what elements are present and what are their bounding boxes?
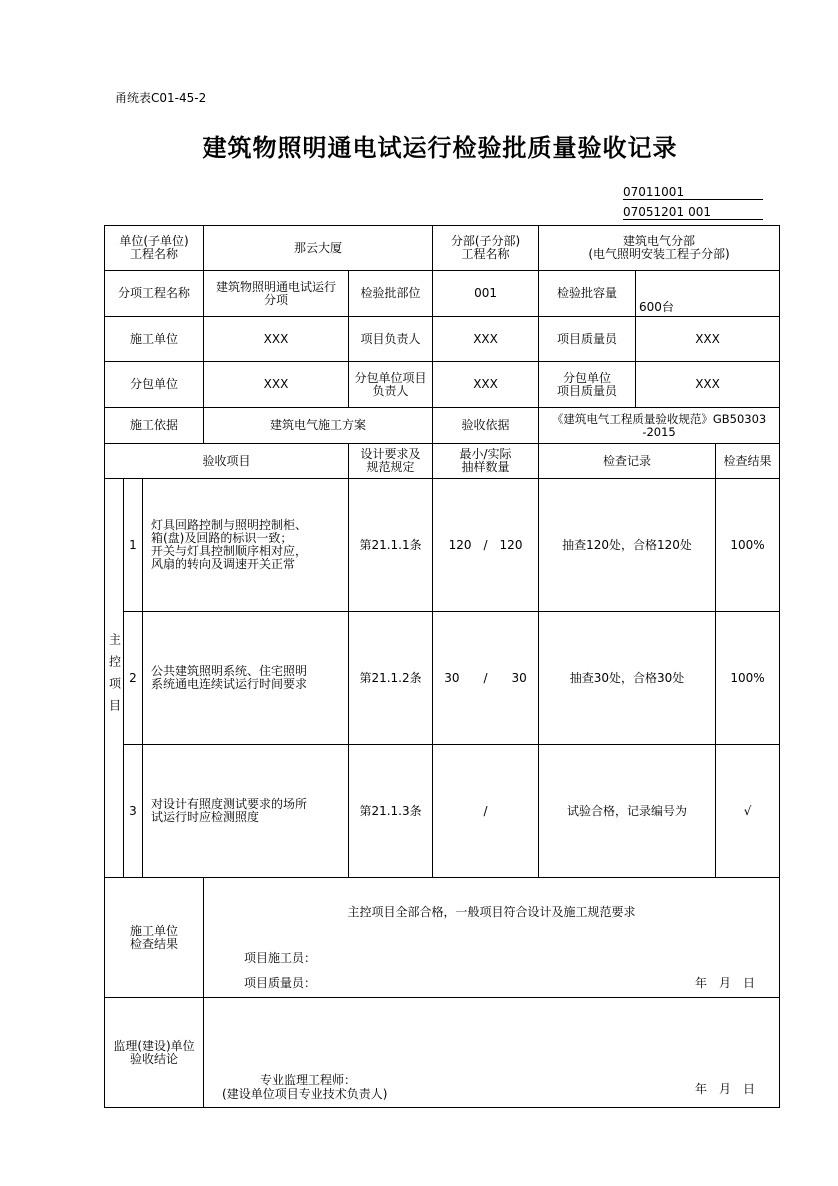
col-requirement: 设计要求及 规范规定 xyxy=(349,444,433,479)
subcontract-unit-value: XXX xyxy=(204,362,349,408)
construction-unit-value: XXX xyxy=(204,317,349,362)
col-sampling: 最小/实际 抽样数量 xyxy=(433,444,539,479)
supervision-date: 年 月 日 xyxy=(695,1082,756,1096)
subcontract-leader-label: 分包单位项目 负责人 xyxy=(349,362,433,408)
page-title: 建筑物照明通电试运行检验批质量验收记录 xyxy=(202,134,678,162)
row-no: 2 xyxy=(124,612,143,745)
subcontract-unit-label: 分包单位 xyxy=(105,362,204,408)
code-line-1 xyxy=(623,185,763,200)
basis-value: 建筑电气施工方案 xyxy=(204,408,433,444)
subcontract-leader-value: XXX xyxy=(433,362,539,408)
row-sampling xyxy=(433,612,539,745)
batch-part-value: 001 xyxy=(433,271,539,317)
acceptance-basis-label: 验收依据 xyxy=(433,408,539,444)
acceptance-basis-value: 《建筑电气工程质量验收规范》GB50303 -2015 xyxy=(539,408,780,444)
row-desc: 对设计有照度测试要求的场所 试运行时应检测照度 xyxy=(143,745,349,878)
main-group-label: 主控项目 xyxy=(107,632,122,721)
batch-capacity-value: 600台 xyxy=(636,271,780,317)
division-label: 分部(子分部) 工程名称 xyxy=(433,226,539,271)
col-item: 验收项目 xyxy=(105,444,349,479)
project-leader-label: 项目负责人 xyxy=(349,317,433,362)
row-min: 120 xyxy=(448,537,472,552)
quality-officer-value: XXX xyxy=(636,317,780,362)
row-record: 抽查120处，合格120处 xyxy=(539,479,716,612)
row-desc: 公共建筑照明系统、住宅照明 系统通电连续试运行时间要求 xyxy=(143,612,349,745)
row-result: 100% xyxy=(716,612,780,745)
supervision-label: 监理(建设)单位 验收结论 xyxy=(105,998,204,1108)
row-result: √ xyxy=(716,745,780,878)
unit-label: 单位(子单位) 工程名称 xyxy=(105,226,204,271)
supervision-cell xyxy=(204,998,780,1108)
batch-capacity-label: 检验批容量 xyxy=(539,271,636,317)
unit-value: 那云大厦 xyxy=(204,226,433,271)
row-req: 第21.1.2条 xyxy=(349,612,433,745)
subitem-label: 分项工程名称 xyxy=(105,271,204,317)
subcontract-quality-label: 分包单位 项目质量员 xyxy=(539,362,636,408)
row-sep: / xyxy=(483,670,488,685)
construction-check-cell xyxy=(204,878,780,998)
construction-unit-label: 施工单位 xyxy=(105,317,204,362)
division-value: 建筑电气分部 (电气照明安装工程子分部) xyxy=(539,226,780,271)
construction-check-label: 施工单位 检查结果 xyxy=(105,878,204,998)
quality-label: 项目质量员： xyxy=(244,976,317,990)
project-leader-value: XXX xyxy=(433,317,539,362)
batch-part-label: 检验批部位 xyxy=(349,271,433,317)
main-group-cell xyxy=(105,479,124,878)
col-result: 检查结果 xyxy=(716,444,780,479)
engineer-label: 专业监理工程师： xyxy=(260,1073,357,1087)
worker-label: 项目施工员： xyxy=(244,951,317,965)
row-actual: 30 xyxy=(511,670,527,685)
row-desc: 灯具回路控制与照明控制柜、 箱(盘)及回路的标识一致； 开关与灯具控制顺序相对应， 风扇的转向及调速开关正常 xyxy=(143,479,349,612)
table-row xyxy=(105,479,780,612)
form-code: 甬统表C01-45-2 xyxy=(115,91,207,105)
col-record: 检查记录 xyxy=(539,444,716,479)
code-2-suffix: 001 xyxy=(688,205,711,219)
row-sep: / xyxy=(483,537,488,552)
engineer-sub: (建设单位项目专业技术负责人) xyxy=(222,1087,388,1101)
row-req: 第21.1.1条 xyxy=(349,479,433,612)
row-actual: 120 xyxy=(499,537,523,552)
row-no: 3 xyxy=(124,745,143,878)
table-row xyxy=(105,612,780,745)
construction-conclusion: 主控项目全部合格，一般项目符合设计及施工规范要求 xyxy=(347,905,636,919)
basis-label: 施工依据 xyxy=(105,408,204,444)
row-result: 100% xyxy=(716,479,780,612)
row-sampling: / xyxy=(433,745,539,878)
row-sampling xyxy=(433,479,539,612)
construction-date: 年 月 日 xyxy=(695,976,756,990)
code-1: 07011001 xyxy=(623,185,685,199)
inspection-table xyxy=(104,225,780,1108)
subitem-value: 建筑物照明通电试运行 分项 xyxy=(204,271,349,317)
quality-officer-label: 项目质量员 xyxy=(539,317,636,362)
subcontract-quality-value: XXX xyxy=(636,362,780,408)
row-record: 抽查30处，合格30处 xyxy=(539,612,716,745)
code-line-2 xyxy=(623,205,763,220)
row-no: 1 xyxy=(124,479,143,612)
row-min: 30 xyxy=(444,670,460,685)
table-row xyxy=(105,745,780,878)
row-record: 试验合格，记录编号为 xyxy=(539,745,716,878)
code-2: 07051201 xyxy=(623,205,685,219)
row-req: 第21.1.3条 xyxy=(349,745,433,878)
